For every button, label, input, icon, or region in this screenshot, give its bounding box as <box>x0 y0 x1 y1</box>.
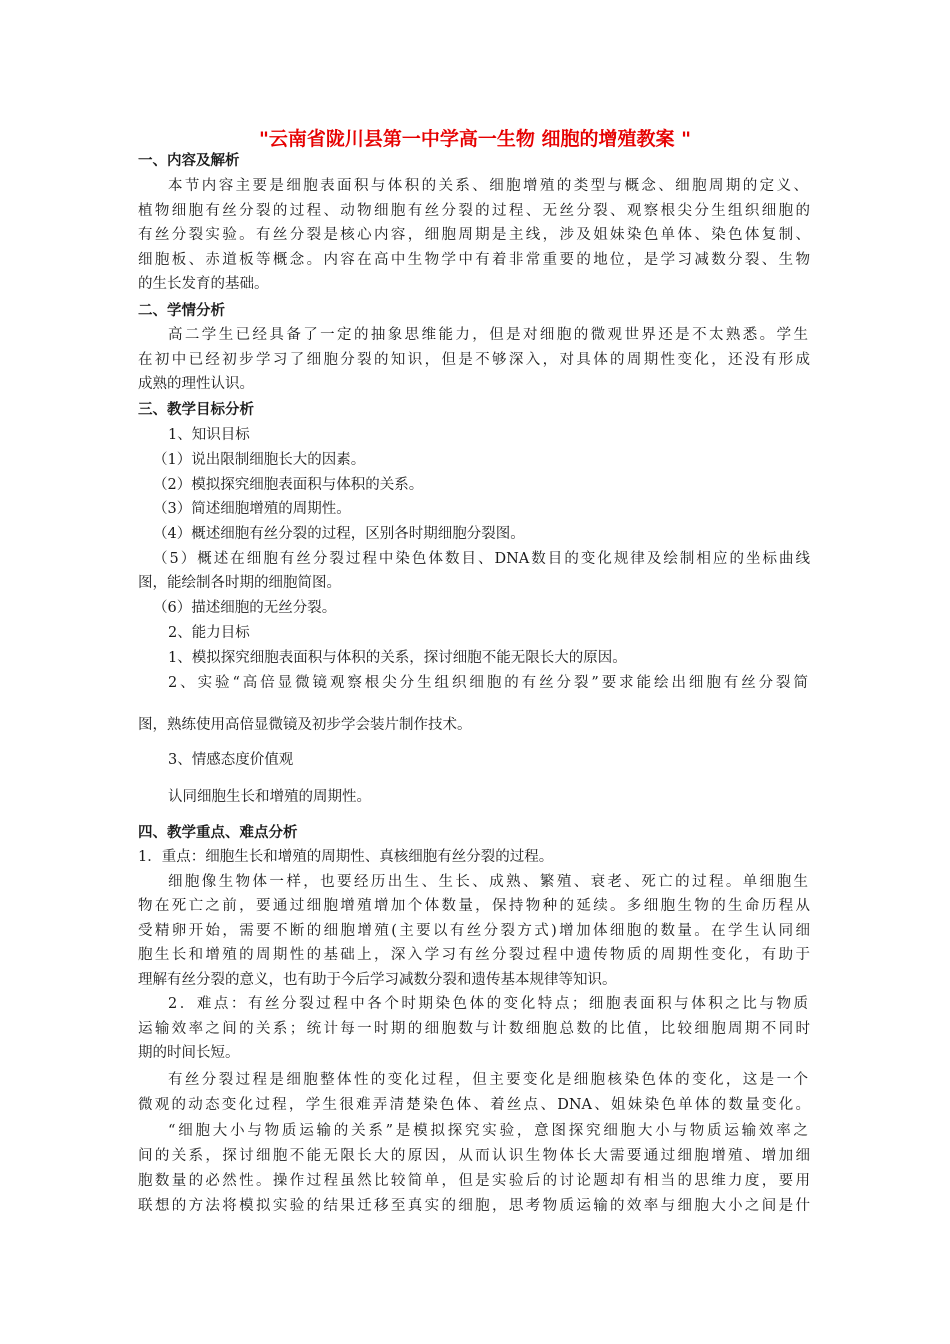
paragraph-line: 图，熟练使用高倍显微镜及初步学会装片制作技术。 <box>138 717 472 733</box>
paragraph-line: 1、知识目标 <box>168 427 250 443</box>
paragraph-line: 图，能绘制各时期的细胞简图。 <box>138 575 341 591</box>
paragraph-line: 间的关系，探讨细胞不能无限长大的原因，从而认识生物体长大需要通过细胞增殖、增加细 <box>138 1148 810 1164</box>
paragraph-line: 期的时间长短。 <box>138 1045 240 1061</box>
paragraph-line: 认同细胞生长和增殖的周期性。 <box>168 789 371 805</box>
paragraph-line: 有丝分裂实验。有丝分裂是核心内容，细胞周期是主线，涉及姐妹染色单体、染色体复制、 <box>138 227 810 243</box>
paragraph-line: 微观的动态变化过程，学生很难弄清楚染色体、着丝点、DNA、姐妹染色单体的数量变化。 <box>138 1097 810 1113</box>
paragraph-line: 胞数量的必然性。操作过程虽然比较简单，但是实验后的讨论题却有相当的思维力度，要用 <box>138 1173 810 1189</box>
paragraph-line: 理解有丝分裂的意义，也有助于今后学习减数分裂和遗传基本规律等知识。 <box>138 972 617 988</box>
paragraph-line: （5）概述在细胞有丝分裂过程中染色体数目、DNA数目的变化规律及绘制相应的坐标曲线 <box>153 551 810 567</box>
paragraph-line: 受精卵开始，需要不断的细胞增殖(主要以有丝分裂方式)增加体细胞的数量。在学生认同细 <box>138 923 810 939</box>
section-heading: 四、教学重点、难点分析 <box>138 825 298 841</box>
paragraph-line: 有丝分裂过程是细胞整体性的变化过程，但主要变化是细胞核染色体的变化，这是一个 <box>168 1072 808 1088</box>
paragraph-line: 1、模拟探究细胞表面积与体积的关系，探讨细胞不能无限长大的原因。 <box>168 650 627 666</box>
paragraph-line: 运输效率之间的关系；统计每一时期的细胞数与计数细胞总数的比值，比较细胞周期不同时 <box>138 1021 810 1037</box>
section-heading: 三、教学目标分析 <box>138 402 254 418</box>
paragraph-line: 在初中已经初步学习了细胞分裂的知识，但是不够深入，对具体的周期性变化，还没有形成 <box>138 352 810 368</box>
paragraph-line: 联想的方法将模拟实验的结果迁移至真实的细胞，思考物质运输的效率与细胞大小之间是什 <box>138 1198 810 1214</box>
paragraph-line: 物在死亡之前，要通过细胞增殖增加个体数量，保持物种的延续。多细胞生物的生命历程从 <box>138 898 810 914</box>
paragraph-line: （1）说出限制细胞长大的因素。 <box>153 452 366 468</box>
paragraph-line: （6）描述细胞的无丝分裂。 <box>153 600 337 616</box>
paragraph-line: （2）模拟探究细胞表面积与体积的关系。 <box>153 477 424 493</box>
paragraph-line: 胞生长和增殖的周期性的基础上，深入学习有丝分裂过程中遗传物质的周期性变化，有助于 <box>138 947 810 963</box>
paragraph-line: 2、能力目标 <box>168 625 250 641</box>
paragraph-line: 细胞像生物体一样，也要经历出生、生长、成熟、繁殖、衰老、死亡的过程。单细胞生 <box>168 874 808 890</box>
paragraph-line: “细胞大小与物质运输的关系”是模拟探究实验，意图探究细胞大小与物质运输效率之 <box>168 1123 808 1139</box>
paragraph-line: 成熟的理性认识。 <box>138 376 254 392</box>
paragraph-line: 高二学生已经具备了一定的抽象思维能力，但是对细胞的微观世界还是不太熟悉。学生 <box>168 327 808 343</box>
paragraph-line: 本节内容主要是细胞表面积与体积的关系、细胞增殖的类型与概念、细胞周期的定义、 <box>168 178 808 194</box>
paragraph-line: 1．重点：细胞生长和增殖的周期性、真核细胞有丝分裂的过程。 <box>138 849 554 865</box>
paragraph-line: 2．难点：有丝分裂过程中各个时期染色体的变化特点；细胞表面积与体积之比与物质 <box>168 996 808 1012</box>
section-heading: 一、内容及解析 <box>138 153 240 169</box>
paragraph-line: 植物细胞有丝分裂的过程、动物细胞有丝分裂的过程、无丝分裂、观察根尖分生组织细胞的 <box>138 203 810 219</box>
paragraph-line: （4）概述细胞有丝分裂的过程，区别各时期细胞分裂图。 <box>153 526 525 542</box>
document-title: "云南省陇川县第一中学高一生物 细胞的增殖教案 " <box>258 128 692 150</box>
paragraph-line: 2、实验“高倍显微镜观察根尖分生组织细胞的有丝分裂”要求能绘出细胞有丝分裂简 <box>168 675 808 691</box>
paragraph-line: （3）简述细胞增殖的周期性。 <box>153 501 351 517</box>
paragraph-line: 的生长发育的基础。 <box>138 276 269 292</box>
section-heading: 二、学情分析 <box>138 303 225 319</box>
paragraph-line: 细胞板、赤道板等概念。内容在高中生物学中有着非常重要的地位，是学习减数分裂、生物 <box>138 252 810 268</box>
paragraph-line: 3、情感态度价值观 <box>168 752 294 768</box>
